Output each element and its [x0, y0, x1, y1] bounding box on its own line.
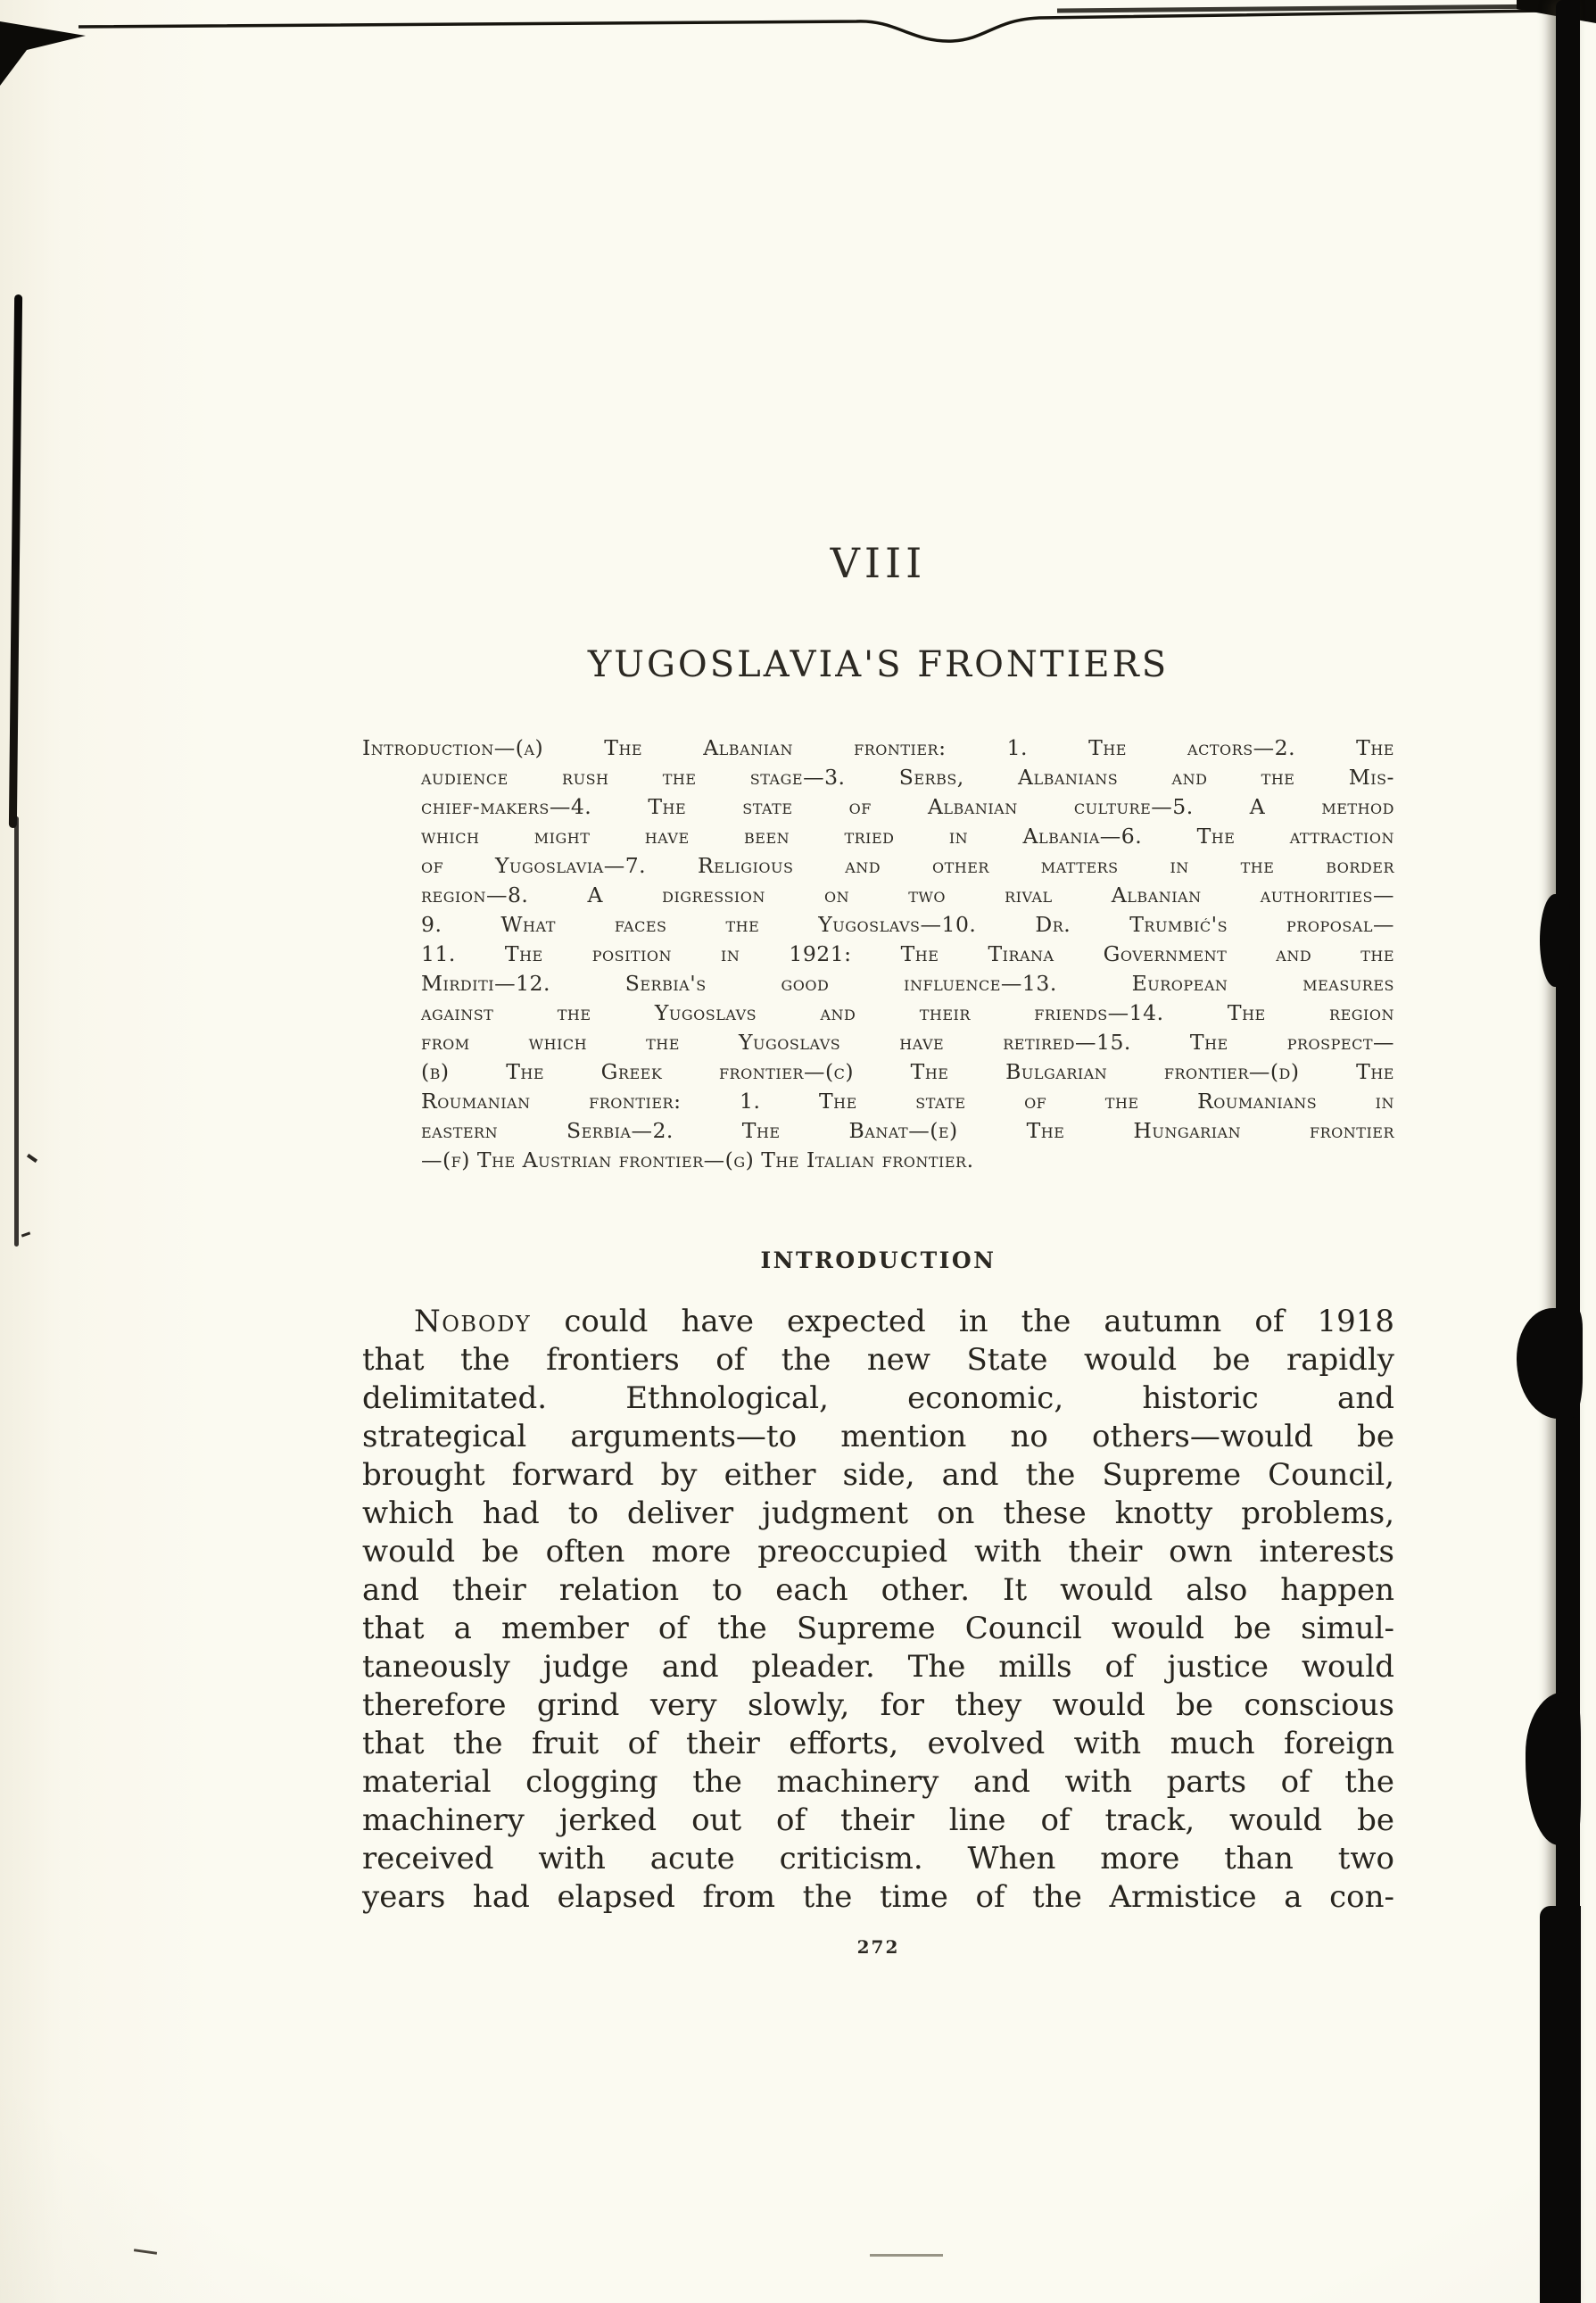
scan-artifact-speck [27, 1154, 37, 1163]
scan-artifact-spine-shadow [1540, 1906, 1581, 2303]
lead-word: Nobody [414, 1304, 532, 1339]
contents-line: from which the Yugoslavs have retired—15. The prospect— [421, 1030, 1394, 1055]
scan-artifact-right-spine-bar [1556, 0, 1580, 2303]
scan-artifact-speck [870, 2254, 943, 2257]
scan-artifact-top-edge-lines [0, 0, 1596, 89]
contents-line: —(f) The Austrian frontier—(g) The Italian frontier. [421, 1147, 974, 1172]
contents-line: chief-makers—4. The state of Albanian culture—5. A method [421, 794, 1394, 819]
contents-line: of Yugoslavia—7. Religious and other matters in the border [421, 853, 1394, 878]
chapter-contents-summary [362, 733, 1394, 1175]
contents-line: Introduction—(a) The Albanian frontier: 1. The actors—2. The [362, 735, 1394, 760]
paragraph-line: years had elapsed from the time of the Armistice a con- [362, 1879, 1394, 1915]
scan-artifact-speck [21, 1231, 30, 1237]
paragraph-line: that the frontiers of the new State would be rapidly [362, 1342, 1394, 1378]
contents-line: audience rush the stage—3. Serbs, Albanians and the Mis- [421, 765, 1394, 790]
paragraph-line: that a member of the Supreme Council would be simul- [362, 1611, 1394, 1646]
scan-artifact-ink-blob [1526, 1692, 1581, 1845]
paragraph-line: brought forward by either side, and the Supreme Council, [362, 1457, 1394, 1493]
paragraph-line: machinery jerked out of their line of track, would be [362, 1802, 1394, 1838]
contents-line: against the Yugoslavs and their friends—14. The region [421, 1000, 1394, 1025]
scan-artifact-left-streak [9, 294, 22, 828]
paragraph [362, 1303, 1394, 1917]
paragraph-line: strategical arguments—to mention no others—would be [362, 1419, 1394, 1454]
chapter-number: VIII [830, 539, 927, 587]
paragraph-line: and their relation to each other. It would also happen [362, 1572, 1394, 1608]
contents-line: 9. What faces the Yugoslavs—10. Dr. Trumbić's proposal— [421, 912, 1394, 937]
paragraph-line: delimitated. Ethnological, economic, historic and [362, 1380, 1394, 1416]
section-heading: INTRODUCTION [760, 1247, 996, 1273]
page-number: 272 [856, 1936, 900, 1958]
contents-line: eastern Serbia—2. The Banat—(e) The Hungarian frontier [421, 1118, 1394, 1143]
scan-artifact-speck [134, 2249, 157, 2255]
paragraph-line: that the fruit of their efforts, evolved with much foreign [362, 1726, 1394, 1761]
contents-line: (b) The Greek frontier—(c) The Bulgarian frontier—(d) The [421, 1059, 1394, 1084]
contents-line: 11. The position in 1921: The Tirana Government and the [421, 941, 1394, 966]
paragraph-line: would be often more preoccupied with their own interests [362, 1534, 1394, 1570]
paragraph-line: taneously judge and pleader. The mills of justice would [362, 1649, 1394, 1685]
paragraph-line: received with acute criticism. When more than two [362, 1841, 1394, 1876]
scan-artifact-ink-blob [1540, 894, 1570, 987]
scan-artifact-left-streak [14, 816, 19, 1247]
chapter-title: YUGOSLAVIA'S FRONTIERS [587, 644, 1170, 685]
paragraph-line-text: could have expected in the autumn of 1918 [564, 1304, 1394, 1339]
paragraph-line: therefore grind very slowly, for they would be conscious [362, 1687, 1394, 1723]
paragraph-line [362, 1303, 1394, 1341]
paragraph-line: material clogging the machinery and with parts of the [362, 1764, 1394, 1800]
contents-line: Roumanian frontier: 1. The state of the Roumanians in [421, 1089, 1394, 1114]
paragraph-line: which had to deliver judgment on these knotty problems, [362, 1495, 1394, 1531]
contents-line: region—8. A digression on two rival Albanian authorities— [421, 882, 1394, 907]
contents-line: Mirditi—12. Serbia's good influence—13. European measures [421, 971, 1394, 996]
contents-line: which might have been tried in Albania—6. The attraction [421, 824, 1394, 849]
scan-artifact-ink-blob [1517, 1308, 1583, 1419]
